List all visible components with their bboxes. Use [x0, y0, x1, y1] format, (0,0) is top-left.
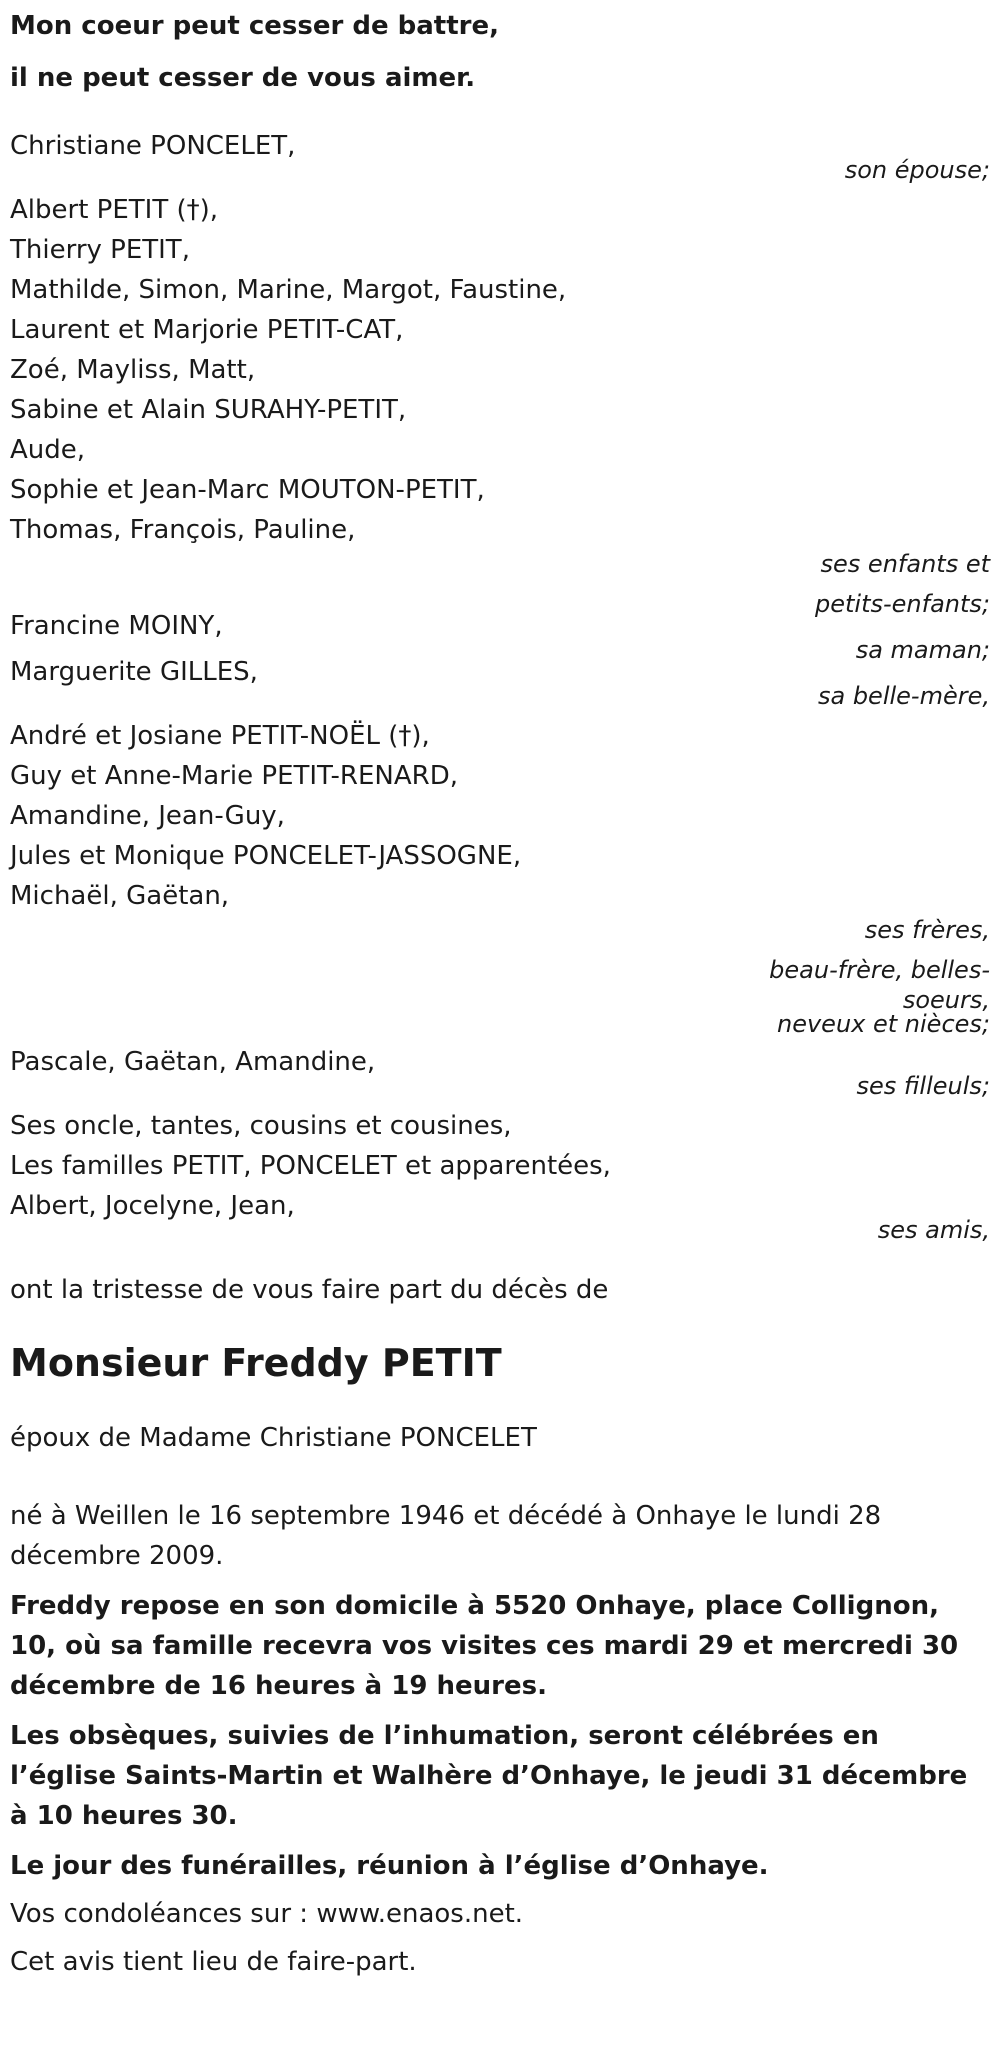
birth-death-line: né à Weillen le 16 septembre 1946 et décédé à Onhaye le lundi 28 décembre 2009. — [10, 1501, 882, 1571]
family-name-line: Zoé, Mayliss, Matt, — [10, 355, 256, 385]
spouse-line: époux de Madame Christiane PONCELET — [10, 1423, 537, 1453]
family-role: sa belle-mère, — [817, 682, 990, 710]
family-role: ses amis, — [877, 1216, 990, 1244]
family-name-line: Les familles PETIT, PONCELET et apparentées, — [10, 1151, 611, 1181]
family-role: ses filleuls; — [856, 1072, 990, 1100]
family-role: beau-frère, belles- — [769, 956, 990, 984]
family-role: ses enfants et — [820, 550, 990, 578]
epitaph-line-2: il ne peut cesser de vous aimer. — [10, 63, 476, 93]
family-name-line: Michaël, Gaëtan, — [10, 881, 230, 911]
family-role: sa maman; — [855, 636, 990, 664]
family-name-line: Sophie et Jean-Marc MOUTON-PETIT, — [10, 475, 485, 505]
meeting-info: Le jour des funérailles, réunion à l’église d’Onhaye. — [10, 1851, 769, 1881]
condolences-line: Vos condoléances sur : www.enaos.net. — [10, 1899, 524, 1929]
family-name-line: Ses oncle, tantes, cousins et cousines, — [10, 1111, 512, 1141]
family-name-line: Thomas, François, Pauline, — [10, 515, 356, 545]
family-name-line: Thierry PETIT, — [10, 235, 190, 265]
family-name-line: Laurent et Marjorie PETIT-CAT, — [10, 315, 404, 345]
family-group-mother-in-law — [10, 652, 990, 716]
family-group-children — [10, 190, 990, 624]
family-name-line: Mathilde, Simon, Marine, Margot, Faustine, — [10, 275, 567, 305]
family-name-line: Guy et Anne-Marie PETIT-RENARD, — [10, 761, 459, 791]
family-name-line: Marguerite GILLES, — [10, 657, 258, 687]
announcement-text: ont la tristesse de vous faire part du décès de — [10, 1275, 609, 1305]
funeral-info: Les obsèques, suivies de l’inhumation, seront célébrées en l’église Saints-Martin et Walhère d’Onhaye, le jeudi 31 décembre à 10 heures 30. — [10, 1721, 968, 1831]
family-group-friends — [10, 1106, 990, 1250]
deceased-name: Monsieur Freddy PETIT — [10, 1341, 502, 1385]
family-group-siblings — [10, 716, 990, 1038]
family-name-line: Francine MOINY, — [10, 611, 223, 641]
family-name-line: Aude, — [10, 435, 86, 465]
family-role: ses frères, — [864, 916, 990, 944]
family-group-spouse — [10, 126, 990, 190]
epitaph-line-1: Mon coeur peut cesser de battre, — [10, 11, 499, 41]
notice-line: Cet avis tient lieu de faire-part. — [10, 1947, 417, 1977]
family-name-line: André et Josiane PETIT-NOËL (†), — [10, 721, 430, 751]
family-name-line: Albert, Jocelyne, Jean, — [10, 1191, 295, 1221]
visitation-info: Freddy repose en son domicile à 5520 Onhaye, place Collignon, 10, où sa famille recevra vos visites ces mardi 29 et mercredi 30 décembre de 16 heures à 19 heures. — [10, 1591, 959, 1701]
family-name-line: Albert PETIT (†), — [10, 195, 219, 225]
family-name-line: Amandine, Jean-Guy, — [10, 801, 285, 831]
family-role: son épouse; — [844, 156, 990, 184]
family-group-godchildren — [10, 1042, 990, 1106]
family-name-line: Jules et Monique PONCELET-JASSOGNE, — [10, 841, 522, 871]
family-role: soeurs, — [902, 986, 990, 1014]
family-name-line: Pascale, Gaëtan, Amandine, — [10, 1047, 376, 1077]
family-name-line: Christiane PONCELET, — [10, 131, 296, 161]
obituary-notice — [10, 0, 990, 1982]
family-name-line: Sabine et Alain SURAHY-PETIT, — [10, 395, 407, 425]
family-role: neveux et nièces; — [777, 1010, 990, 1038]
family-role: petits-enfants; — [815, 590, 990, 618]
